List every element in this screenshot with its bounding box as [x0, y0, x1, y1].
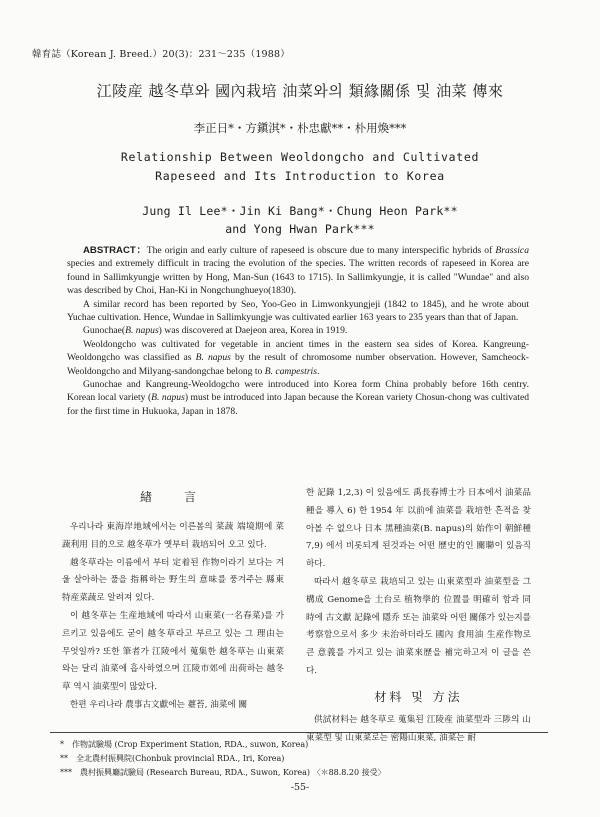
korean-title: 江陵産 越冬草와 國內栽培 油菜와의 類緣關係 및 油菜 傳來: [96, 82, 504, 100]
species-name: Brassica: [495, 245, 529, 256]
abstract-text: species and extremely difficult in tracing the evolution of the species. The written records of rapeseed in Korea are found in Sallimkyungje written by Hong, Man-Sun (1643 to 1715). In Sallimkyungje, it is called "Wundae" and also was described by Choi, Han-Ki in Nongchunghueyo(1830).: [67, 258, 529, 297]
right-column: [306, 485, 531, 681]
abstract-paragraph-1: [67, 244, 529, 298]
species-name: B. napus: [195, 352, 231, 364]
abstract-label: ABSTRACT：: [83, 245, 147, 256]
abstract-text: ) was discovered at Daejeon area, Korea in 1919.: [158, 325, 348, 337]
footnote-3: *** 農村振興廳試驗局 (Research Bureau, RDA., Suwon, Korea) 〈＊88.8.20 接受〉: [60, 768, 386, 777]
english-authors-line-2: and Yong Hwan Park***: [225, 222, 375, 236]
species-name: B. campestris: [264, 365, 317, 377]
intro-paragraph-4: 한편 우리나라 農事古文獻에는 薹苔, 油菜에 關: [70, 699, 248, 710]
species-name: B. napus: [125, 325, 159, 337]
abstract-text: Gunochae and Kangreung-Weoldogcho were introduced into Korea form China probably before 16th centry. Korean local variety (: [67, 379, 529, 404]
intro-paragraph-2: 越冬草라는 이름에서 부터 定着된 作物이라기 보다는 겨울 살아하는 풀을 指稱하는 野生의 意味를 풍겨주는 縣東 特産菜蔬로 알려져 있다.: [62, 557, 284, 604]
abstract-paragraph-4: [67, 338, 529, 378]
footnote-1: * 作物試驗場 (Crop Experiment Station, RDA., suwon, Korea): [60, 740, 309, 749]
korean-authors: 李正日*・方鎭淇*・朴忠獻**・朴用煥***: [193, 121, 407, 135]
english-title-line-2: Rapeseed and Its Introduction to Korea: [155, 169, 445, 183]
methods-paragraph-1: 供試材料는 越冬草로 蒐集된 江陵産 油菜型과 三陟의 山東菜型 및 山東菜로는 密陽山東菜, 油菜는 耐: [306, 715, 531, 743]
right-paragraph-1: 한 記錄 1,2,3) 이 있음에도 禹長春博士가 日本에서 油菜品種을 導入 6) 한 1954 年 以前에 油菜를 栽培한 흔적을 찾아볼 수 없으나 日本 黑種油菜(B. napus)의 始作이 朝鮮種 7,9) 에서 비롯되게 된것과는 어떤 歷史的인 關聯이 있음직하다.: [306, 488, 531, 570]
english-authors-line-1: Jung Il Lee*・Jin Ki Bang*・Chung Heon Park**: [142, 204, 458, 218]
abstract-text: .: [316, 365, 320, 377]
journal-citation: 韓育誌（Korean J. Breed.）20(3)：231～235（1988）: [32, 49, 290, 60]
species-name: B. napus: [151, 392, 185, 404]
abstract-text: The origin and early culture of rapeseed is obscure due to many interspecific hybrids of: [146, 245, 496, 256]
abstract-text: ) must be introduced into Japan because the Korean variety Chosun-chong was cultivated for the first time in Hukuoka, Japan in 1878.: [67, 392, 530, 417]
intro-paragraph-3: 이 越冬草는 生産地域에 따라서 山東菜(一名春菜)를 가르키고 있음에도 굳이 越冬草라고 부르고 있는 그 理由는 무엇일까? 또한 筆者가 江陵에서 蒐集한 越冬草는 山東菜와는 달리 油菜에 흡사하였으며 江陵市郊에 出荷하는 越冬草 역시 油菜型이 많았다.: [62, 610, 284, 693]
english-authors: [0, 202, 600, 238]
footnote-divider: [50, 732, 548, 733]
abstract-text: Weoldongcho was cultivated for vegetable in ancient times in the eastern sea sides of Korea. Kangreung-Weoldongcho was classified as: [67, 338, 529, 364]
right-paragraph-2: 따라서 越冬草로 栽培되고 있는 山東菜型과 油菜型을 그 構成 Genome을 土台로 植物學的 位置를 明確히 함과 同時에 古文獻 記錄에 隱乔 또는 油菜와 어떤 關係가 있는지를 考察함으로서 多少 未治하더라도 國內 食用油 生産作物로 큰 意義를 가지고 있는 油菜來歷을 補完하고저 이 글을 쓴다.: [306, 576, 531, 676]
materials-methods-heading: 材料 및 方法: [374, 690, 463, 704]
footnotes: [60, 738, 540, 780]
footnote-2: ** 全北農村振興院(Chonbuk provincial RDA., Iri, Korea): [60, 754, 285, 763]
english-title: [0, 148, 600, 186]
abstract-paragraph-2: A similar record has been reported by Seo, Yoo-Geo in Limwonkyungjeji (1842 to 1845), and he wrote about Yuchae cultivation. Hence, Wundae in Sallimkyungje was cultivated earlier 163 years to 235 years than that of Japan.: [67, 298, 529, 324]
introduction-heading: 緖 言: [139, 490, 206, 504]
abstract-paragraph-5: [67, 378, 529, 418]
abstract-paragraph-3: [67, 324, 529, 337]
intro-paragraph-1: 우리나라 東海岸地域에서는 이른봄의 菜蔬 端境期에 菜蔬利用 目的으로 越冬草가 옛부터 栽培되어 오고 있다.: [62, 522, 284, 550]
english-title-line-1: Relationship Between Weoldongcho and Cultivated: [120, 150, 480, 164]
abstract-text: Gunochae(: [83, 325, 126, 337]
abstract: [67, 244, 529, 418]
left-column: [62, 519, 284, 715]
page-number: -55-: [290, 782, 310, 793]
abstract-text: by the result of chromosome number observation. However, Samcheock-Weoldongcho and Milyang-sandongchae belong to: [67, 352, 530, 377]
